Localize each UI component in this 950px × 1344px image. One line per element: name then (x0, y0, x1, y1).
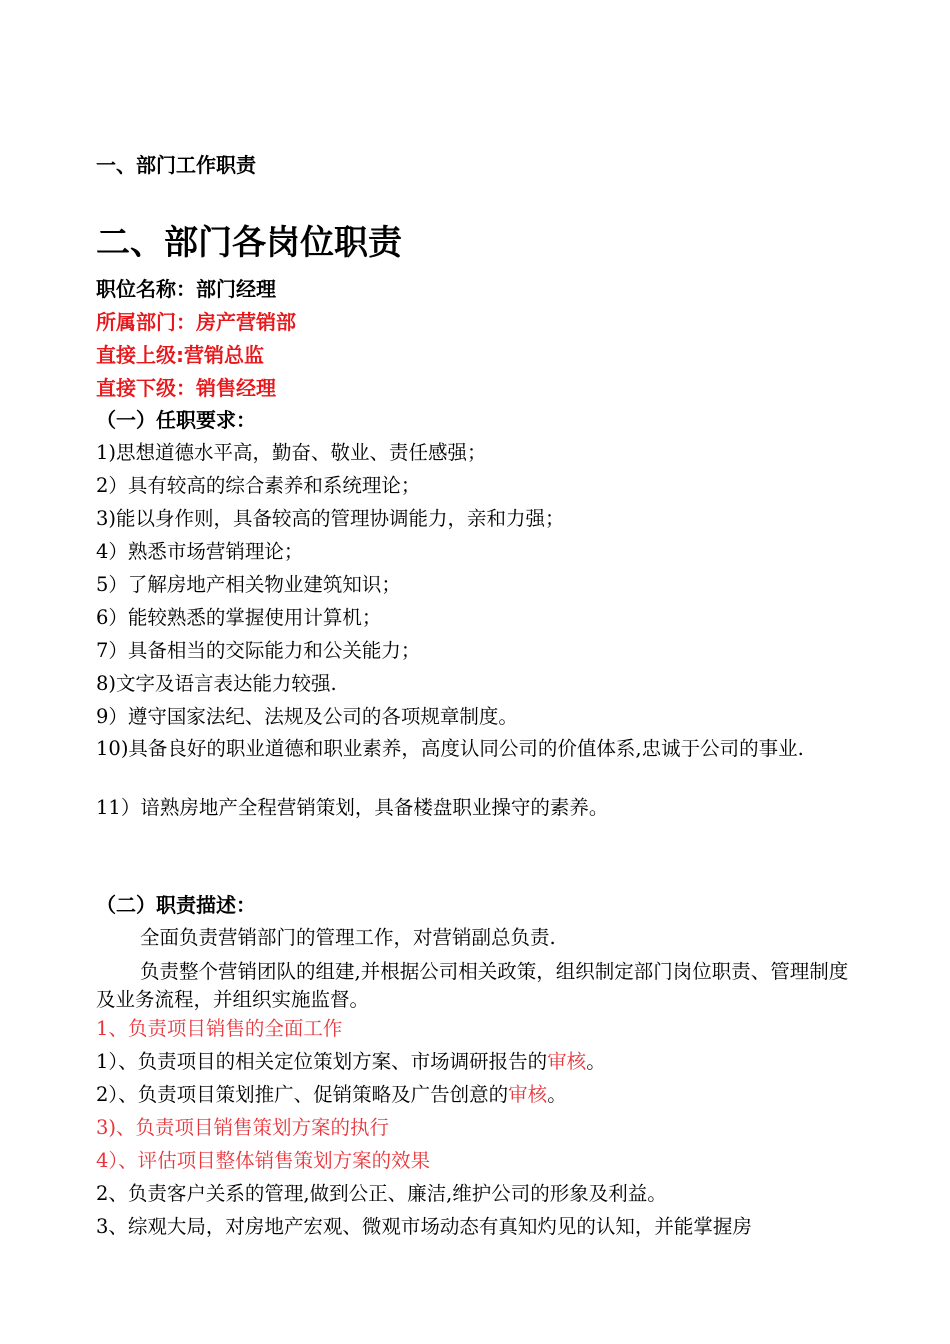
duty-subitem (96, 1082, 567, 1108)
duty-subitem: 3)、负责项目销售策划方案的执行 (96, 1116, 390, 1139)
requirement-item: 10)具备良好的职业道德和职业素养，高度认同公司的价值体系,忠诚于公司的事业. (96, 737, 804, 760)
requirement-item: 4）熟悉市场营销理论； (96, 540, 304, 563)
duties-heading: （二）职责描述： (96, 893, 256, 917)
requirement-item: 3)能以身作则，具备较高的管理协调能力，亲和力强； (96, 507, 565, 530)
duty-subitem-text: 2）、负责项目策划推广、促销策略及广告创意的 (96, 1083, 509, 1106)
duty-item-1: 1、负责项目销售的全面工作 (96, 1017, 343, 1040)
position-department: 所属部门：房产营销部 (96, 310, 296, 334)
requirement-item: 5）了解房地产相关物业建筑知识； (96, 573, 401, 596)
duty-subitem: 4）、评估项目整体销售策划方案的效果 (96, 1149, 431, 1172)
duty-highlight: 审核 (508, 1083, 548, 1106)
requirement-item: 8)文字及语言表达能力较强. (96, 672, 337, 695)
requirement-item: 2）具有较高的综合素养和系统理论； (96, 474, 421, 497)
position-superior: 直接上级:营销总监 (96, 343, 264, 367)
duty-subitem-text: 1）、负责项目的相关定位策划方案、市场调研报告的 (96, 1050, 548, 1073)
position-subordinate: 直接下级：销售经理 (96, 376, 276, 400)
duty-subitem-end: 。 (586, 1050, 606, 1073)
requirements-heading: （一）任职要求： (96, 408, 256, 432)
section-heading-2: 二、部门各岗位职责 (96, 223, 402, 263)
duty-paragraph: 负责整个营销团队的组建,并根据公司相关政策，组织制定部门岗位职责、管理制度及业务流程，并组织实施监督。 (96, 960, 849, 1011)
requirement-item: 6）能较熟悉的掌握使用计算机； (96, 606, 382, 629)
duty-subitem-end: 。 (547, 1083, 567, 1106)
duty-item-3: 3、综观大局，对房地产宏观、微观市场动态有真知灼见的认知，并能掌握房 (96, 1215, 752, 1238)
requirement-item: 1)思想道德水平高，勤奋、敬业、责任感强； (96, 441, 487, 464)
requirement-item: 11）谙熟房地产全程营销策划，具备楼盘职业操守的素养。 (96, 796, 609, 819)
duty-subitem (96, 1049, 606, 1075)
requirement-item: 7）具备相当的交际能力和公关能力； (96, 639, 421, 662)
section-heading-1: 一、部门工作职责 (96, 153, 256, 177)
duty-highlight: 审核 (547, 1050, 587, 1073)
position-title: 职位名称：部门经理 (96, 277, 276, 301)
requirement-item: 9）遵守国家法纪、法规及公司的各项规章制度。 (96, 705, 518, 728)
duty-item-2: 2、负责客户关系的管理,做到公正、廉洁,维护公司的形象及利益。 (96, 1182, 667, 1205)
duty-paragraph: 全面负责营销部门的管理工作，对营销副总负责. (140, 926, 556, 949)
